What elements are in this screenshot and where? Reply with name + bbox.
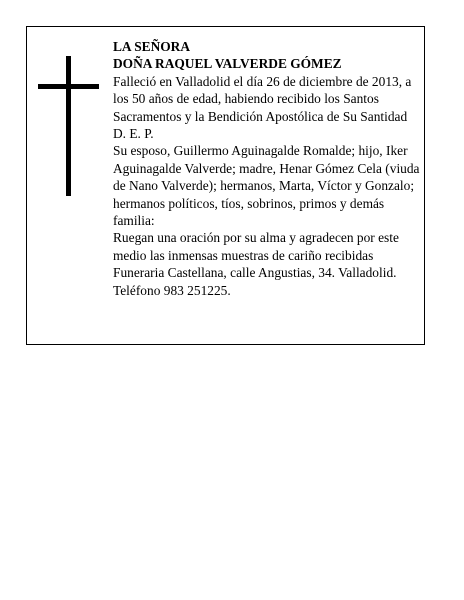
obituary-text [113,38,421,299]
prayer-request-paragraph: Ruegan una oración por su alma y agradecen por este medio las inmensas muestras de cariño recibidas [113,230,399,263]
notice-heading-title: LA SEÑORA [113,39,191,54]
family-paragraph: Su esposo, Guillermo Aguinagalde Romalde; hijo, Iker Aguinagalde Valverde; madre, Henar Gómez Cela (viuda de Nano Valverde); hermanos, Marta, Víctor y Gonzalo; hermanos políticos, tíos, sobrinos, primos y demás familia: [113,143,420,229]
cross-vertical-bar [66,56,71,196]
death-announcement-paragraph: Falleció en Valladolid el día 26 de diciembre de 2013, a los 50 años de edad, habiendo recibido los Santos Sacramentos y la Bendición Apostólica de Su Santidad D. E. P. [113,73,412,142]
notice-heading-name: DOÑA RAQUEL VALVERDE GÓMEZ [113,56,342,72]
funeral-home-paragraph: Funeraria Castellana, calle Angustias, 34. Valladolid. Teléfono 983 251225. [113,265,397,298]
cross-horizontal-bar [38,84,99,89]
